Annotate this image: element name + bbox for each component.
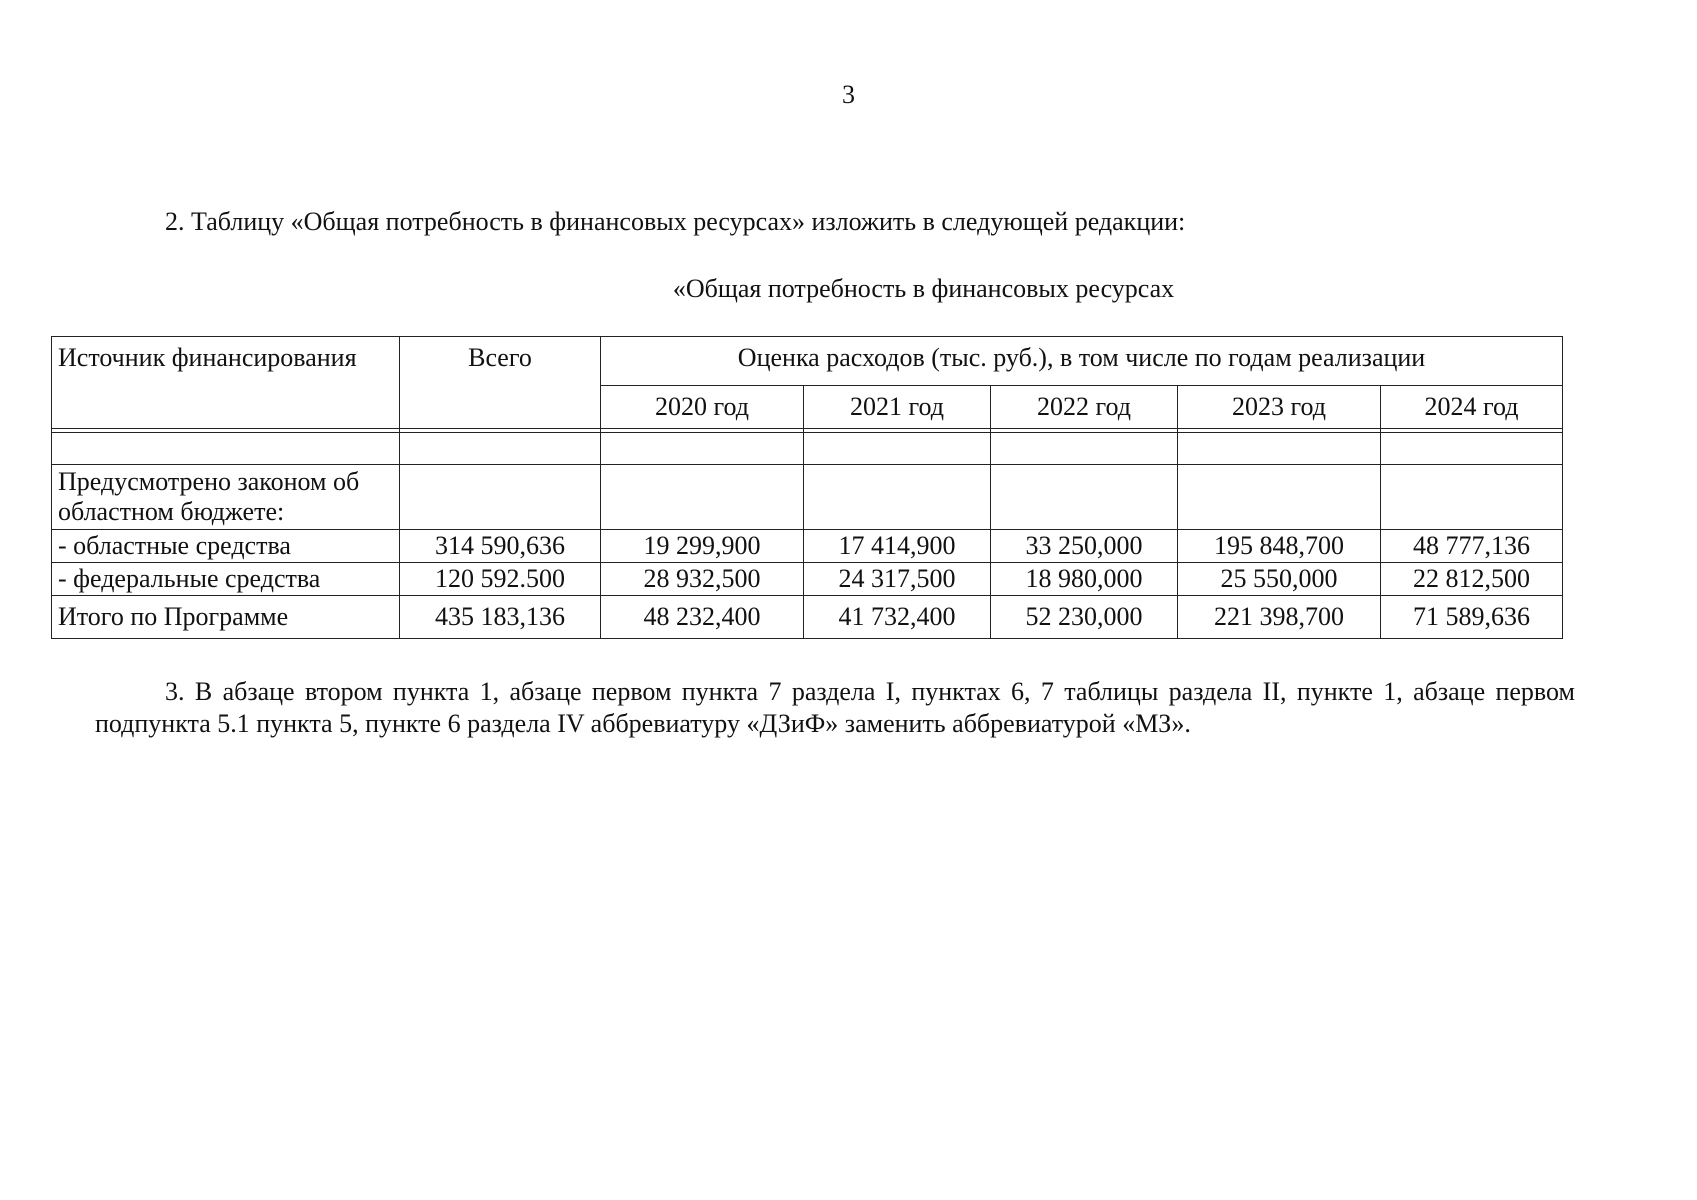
- header-year: 2021 год: [804, 386, 991, 429]
- column-number: [400, 433, 601, 465]
- cell-value: 52 230,000: [991, 596, 1178, 639]
- cell-value: 314 590,636: [400, 530, 601, 563]
- column-number: [804, 433, 991, 465]
- header-year: 2024 год: [1381, 386, 1563, 429]
- financing-table: [51, 336, 1563, 639]
- column-number: [52, 433, 400, 465]
- cell-value: 28 932,500: [601, 563, 804, 596]
- table-row: [52, 530, 1563, 563]
- cell-value: 17 414,900: [804, 530, 991, 563]
- cell-value: 71 589,636: [1381, 596, 1563, 639]
- paragraph-2: 2. Таблицу «Общая потребность в финансовых ресурсах» изложить в следующей редакции:: [165, 207, 1186, 236]
- paragraph-3: 3. В абзаце втором пункта 1, абзаце первом пункта 7 раздела I, пунктах 6, 7 таблицы раздела II, пункте 1, абзаце первом подпункта 5.1 пункта 5, пункте 6 раздела IV аббревиатуру «ДЗиФ» заменить аббревиатурой «МЗ».: [95, 677, 1575, 738]
- cell-value: 48 777,136: [1381, 530, 1563, 563]
- column-number: [1381, 433, 1563, 465]
- table-caption-text: «Общая потребность в финансовых ресурсах: [672, 274, 1175, 303]
- cell-value: 18 980,000: [991, 563, 1178, 596]
- row-label: - федеральные средства: [52, 563, 400, 596]
- table-row-total: [52, 596, 1563, 639]
- table-row: [52, 563, 1563, 596]
- header-total: Всего: [400, 337, 601, 429]
- column-number: [601, 433, 804, 465]
- cell-value: 48 232,400: [601, 596, 804, 639]
- cell-value: 120 592.500: [400, 563, 601, 596]
- cell-value: 221 398,700: [1178, 596, 1381, 639]
- page-number: 3: [842, 80, 855, 109]
- header-year: 2020 год: [601, 386, 804, 429]
- cell-value: 435 183,136: [400, 596, 601, 639]
- column-number: [991, 433, 1178, 465]
- budget-label: Предусмотрено законом об областном бюджете:: [52, 465, 400, 530]
- cell-value: 41 732,400: [804, 596, 991, 639]
- cell-value: 195 848,700: [1178, 530, 1381, 563]
- column-number: [1178, 433, 1381, 465]
- table-row: [52, 465, 1563, 530]
- header-source: Источник финансирования: [52, 337, 400, 429]
- cell-value: 19 299,900: [601, 530, 804, 563]
- header-year: 2023 год: [1178, 386, 1381, 429]
- cell-value: 25 550,000: [1178, 563, 1381, 596]
- cell-value: 24 317,500: [804, 563, 991, 596]
- header-estimate: Оценка расходов (тыс. руб.), в том числе по годам реализации: [601, 337, 1563, 386]
- row-label: - областные средства: [52, 530, 400, 563]
- row-label: Итого по Программе: [52, 596, 400, 639]
- header-year: 2022 год: [991, 386, 1178, 429]
- column-numbers-row: [52, 433, 1563, 465]
- table-caption: [0, 274, 1697, 304]
- cell-value: 22 812,500: [1381, 563, 1563, 596]
- cell-value: 33 250,000: [991, 530, 1178, 563]
